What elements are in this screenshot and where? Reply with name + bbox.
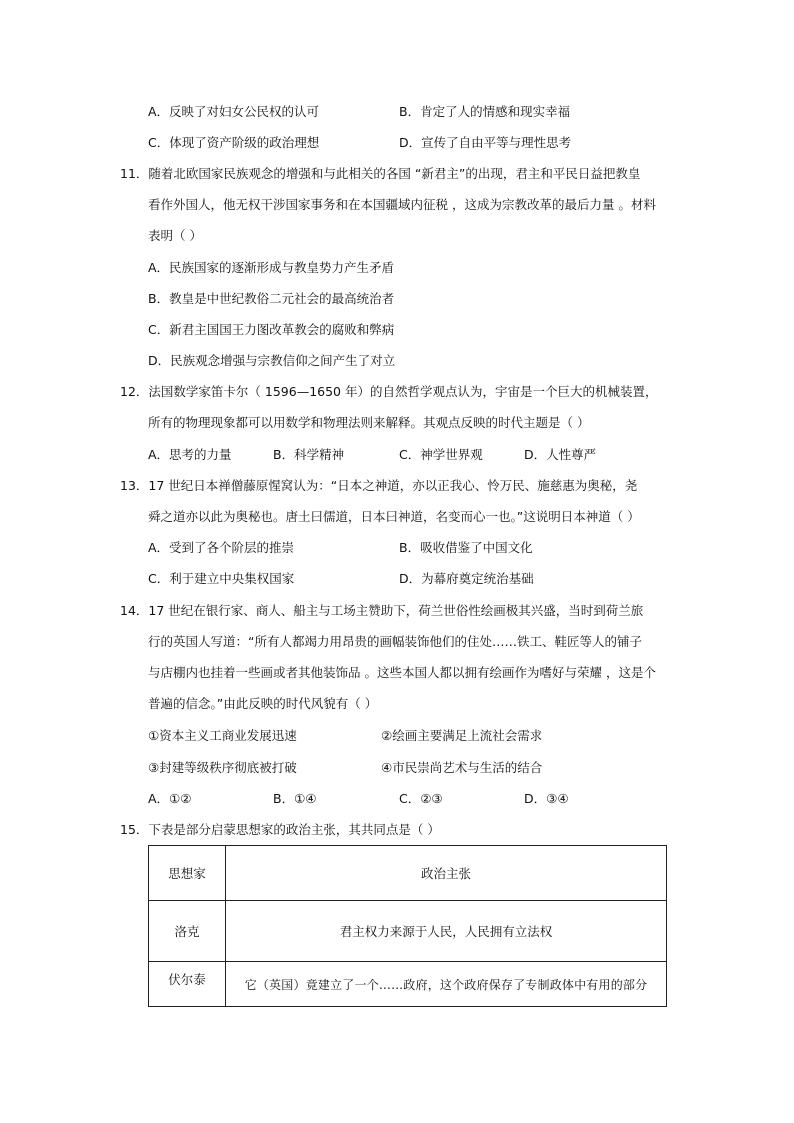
q11-stem-line-3: 表明（ ） xyxy=(148,228,202,243)
q14-stem-line-3: 与店棚内也挂着一些画或者其他装饰品 。这些本国人都以拥有绘画作为嗜好与荣耀 ，这是个 xyxy=(148,665,656,680)
q14-stem-line-2: 行的英国人写道：“所有人都竭力用昂贵的画幅装饰他们的住处……铁工、鞋匠等人的铺子 xyxy=(148,634,642,649)
q14-stem-line-1: 14．17 世纪在银行家、商人、船主与工场主赞助下，荷兰世俗性绘画极其兴盛，当时到荷兰旅 xyxy=(120,603,644,618)
table-cell-thinker: 洛克 xyxy=(149,901,226,962)
q13-option-d: D．为幕府奠定统治基础 xyxy=(399,571,534,586)
q13-stem-line-1: 13．17 世纪日本禅僧藤原惺窝认为：“日本之神道，亦以正我心、怜万民、施慈惠为奥秘，尧 xyxy=(120,478,638,493)
q13-option-a: A．受到了各个阶层的推崇 xyxy=(148,540,295,555)
q10-option-c: C．体现了资产阶级的政治理想 xyxy=(148,135,320,150)
q13-option-c: C．利于建立中央集权国家 xyxy=(148,571,295,586)
q12-stem-line-1: 12．法国数学家笛卡尔（ 1596—1650 年）的自然哲学观点认为，宇宙是一个巨大的机械装置， xyxy=(120,384,658,399)
q11-option-d: D．民族观念增强与宗教信仰之间产生了对立 xyxy=(148,353,396,368)
q14-item-4: ④市民崇尚艺术与生活的结合 xyxy=(381,760,543,775)
q12-option-b: B．科学精神 xyxy=(273,447,345,462)
table-row xyxy=(149,962,667,1007)
q14-stem-line-4: 普遍的信念。”由此反映的时代风貌有（ ） xyxy=(148,696,378,711)
q15-stem: 15．下表是部分启蒙思想家的政治主张，其共同点是（ ） xyxy=(120,822,440,837)
table-header-thinker: 思想家 xyxy=(149,846,226,901)
thinkers-table xyxy=(148,845,667,1007)
q10-option-a: A．反映了对妇女公民权的认可 xyxy=(148,104,320,119)
q11-option-b: B．教皇是中世纪教俗二元社会的最高统治者 xyxy=(148,291,395,306)
table-header-row xyxy=(149,846,667,901)
q14-option-d: D．③④ xyxy=(524,791,569,806)
q14-option-b: B．①④ xyxy=(273,791,317,806)
q11-option-a: A．民族国家的逐渐形成与教皇势力产生矛盾 xyxy=(148,260,395,275)
q11-option-c: C．新君主国国王力图改革教会的腐败和弊病 xyxy=(148,322,395,337)
q12-option-d: D．人性尊严 xyxy=(524,447,597,462)
table-cell-proposition: 君主权力来源于人民，人民拥有立法权 xyxy=(226,901,667,962)
q12-option-a: A．思考的力量 xyxy=(148,447,232,462)
q10-option-b: B．肯定了人的情感和现实幸福 xyxy=(399,104,571,119)
q14-option-c: C．②③ xyxy=(399,791,443,806)
table-row xyxy=(149,901,667,962)
table-cell-thinker: 伏尔泰 xyxy=(149,962,226,1007)
q14-item-2: ②绘画主要满足上流社会需求 xyxy=(381,728,543,743)
table-cell-proposition: 它（英国）竟建立了一个……政府，这个政府保存了专制政体中有用的部分 xyxy=(226,962,667,1007)
q11-stem-line-1: 11．随着北欧国家民族观念的增强和与此相关的各国 “新君主”的出现，君主和平民日益把教皇 xyxy=(120,166,641,181)
q13-option-b: B．吸收借鉴了中国文化 xyxy=(399,540,533,555)
q12-stem-line-2: 所有的物理现象都可以用数学和物理法则来解释。其观点反映的时代主题是（ ） xyxy=(148,415,590,430)
q11-stem-line-2: 看作外国人，他无权干涉国家事务和在本国疆域内征税 ，这成为宗教改革的最后力量 。材料 xyxy=(148,197,656,212)
q14-item-3: ③封建等级秩序彻底被打破 xyxy=(148,760,297,775)
q14-option-a: A．①② xyxy=(148,791,192,806)
q13-stem-line-2: 舜之道亦以此为奥秘也。唐土曰儒道，日本曰神道，名变而心一也。”这说明日本神道（ ） xyxy=(148,509,640,524)
q10-option-d: D．宣传了自由平等与理性思考 xyxy=(399,135,572,150)
q12-option-c: C．神学世界观 xyxy=(399,447,483,462)
table-header-proposition: 政治主张 xyxy=(226,846,667,901)
q14-item-1: ①资本主义工商业发展迅速 xyxy=(148,728,297,743)
